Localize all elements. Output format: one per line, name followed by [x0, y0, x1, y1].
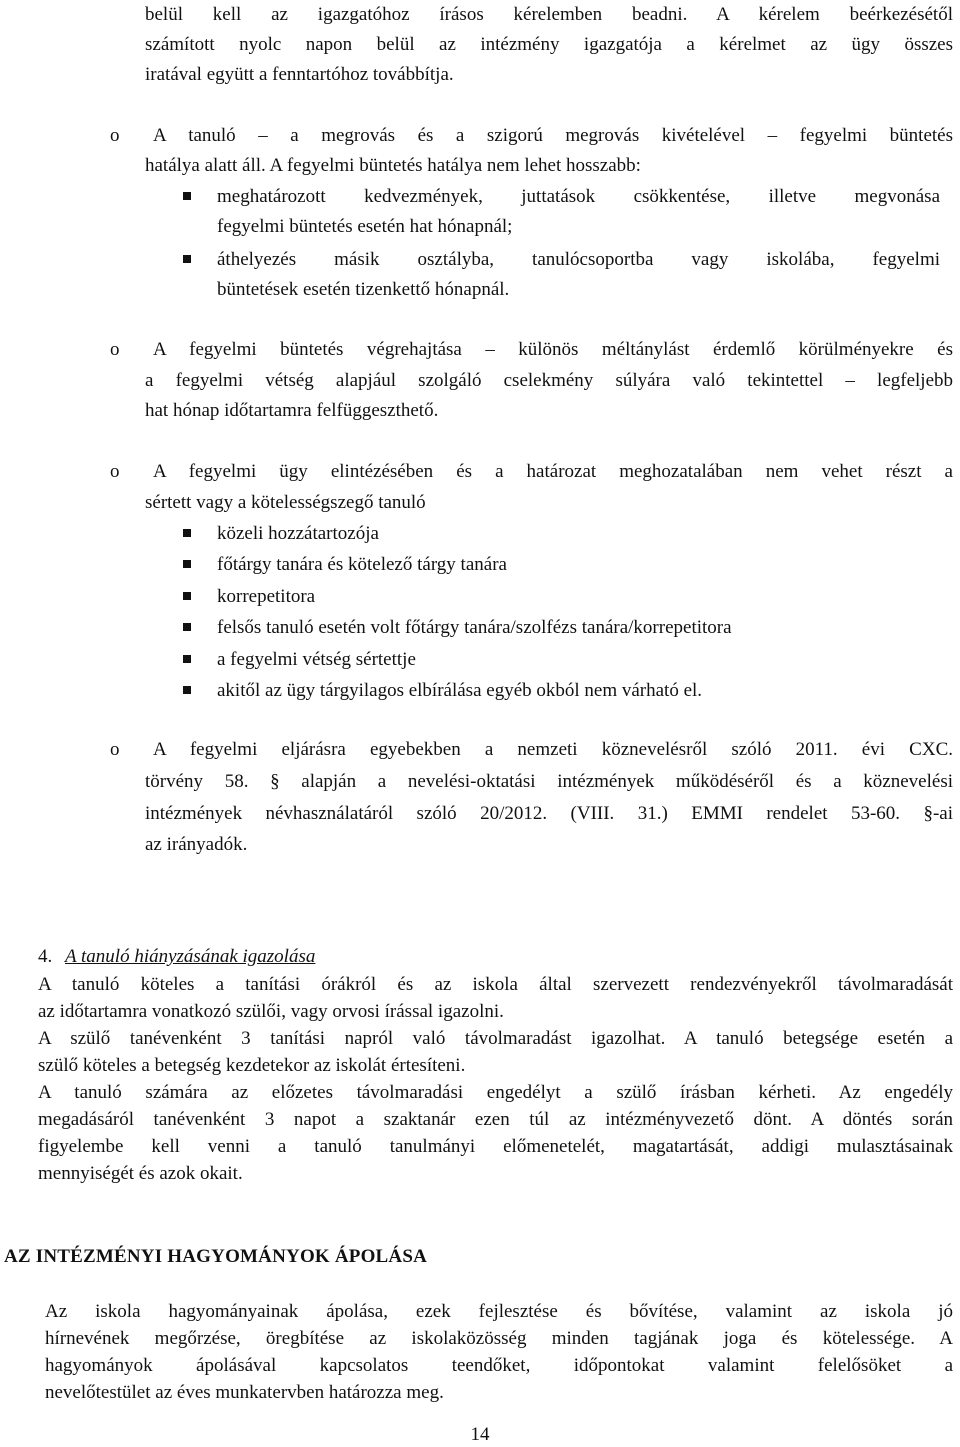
list-item: a fegyelmi vétség sértettje [217, 649, 416, 670]
list-item: akitől az ügy tárgyilagos elbírálása egyéb okból nem várható el. [217, 680, 703, 701]
text-line: hatálya alatt áll. A fegyelmi büntetés hatálya nem lehet hosszabb: [145, 155, 641, 176]
list-marker-circle: o [110, 125, 120, 146]
section-heading: AZ INTÉZMÉNYI HAGYOMÁNYOK ÁPOLÁSA [4, 1246, 428, 1267]
text-line: hírnevének megőrzése, öregbítése az iskolaközösség minden tagjának joga és kötelessége. A [45, 1328, 953, 1349]
text-line: A tanuló számára az előzetes távolmaradási engedélyt a szülő írásban kérheti. Az engedély [38, 1082, 953, 1103]
text-line: A fegyelmi eljárásra egyebekben a nemzeti köznevelésről szóló 2011. évi CXC. [153, 739, 953, 760]
text-line: szülő köteles a betegség kezdetekor az iskolát értesíteni. [38, 1055, 466, 1076]
list-marker-circle: o [110, 739, 120, 760]
text-line: törvény 58. § alapján a nevelési-oktatási intézmények működéséről és a köznevelési [145, 771, 953, 792]
text-line: hagyományok ápolásával kapcsolatos teendőket, időpontokat valamint felelősöket a [45, 1355, 953, 1376]
text-line: A fegyelmi ügy elintézésében és a határozat meghozatalában nem vehet részt a [153, 461, 953, 482]
square-bullet-icon [183, 686, 191, 694]
square-bullet-icon [183, 255, 191, 263]
text-line: az időtartamra vonatkozó szülői, vagy orvosi írással igazolni. [38, 1001, 504, 1022]
square-bullet-icon [183, 560, 191, 568]
text-line: figyelembe kell venni a tanuló tanulmányi előmenetelét, magatartását, addigi mulasztásainak [38, 1136, 953, 1157]
square-bullet-icon [183, 529, 191, 537]
text-line: Az iskola hagyományainak ápolása, ezek fejlesztése és bővítése, valamint az iskola jó [45, 1301, 953, 1322]
text-line: A tanuló – a megrovás és a szigorú megrovás kivételével – fegyelmi büntetés [153, 125, 953, 146]
text-line: büntetések esetén tizenkettő hónapnál. [217, 279, 510, 300]
text-line: nevelőtestület az éves munkatervben határozza meg. [45, 1382, 444, 1403]
square-bullet-icon [183, 592, 191, 600]
text-line: belül kell az igazgatóhoz írásos kérelemben beadni. A kérelem beérkezésétől [145, 4, 953, 25]
square-bullet-icon [183, 655, 191, 663]
text-line: meghatározott kedvezmények, juttatások csökkentése, illetve megvonása [217, 186, 940, 207]
text-line: A tanuló köteles a tanítási órákról és az iskola által szervezett rendezvényekről távolmaradását [38, 974, 953, 995]
text-line: fegyelmi büntetés esetén hat hónapnál; [217, 216, 513, 237]
section-number: 4. [38, 946, 53, 967]
text-line: áthelyezés másik osztályba, tanulócsoportba vagy iskolába, fegyelmi [217, 249, 940, 270]
list-marker-circle: o [110, 339, 120, 360]
text-line: az irányadók. [145, 834, 248, 855]
page-number: 14 [470, 1424, 490, 1445]
text-line: megadásáról tanévenként 3 napot a szaktanár ezen túl az intézményvezető dönt. A döntés során [38, 1109, 953, 1130]
text-line: intézmények névhasználatáról szóló 20/2012. (VIII. 31.) EMMI rendelet 53-60. §-ai [145, 803, 953, 824]
text-line: hat hónap időtartamra felfüggeszthető. [145, 400, 439, 421]
text-line: sértett vagy a kötelességszegő tanuló [145, 492, 426, 513]
list-item: felsős tanuló esetén volt főtárgy tanára/szolfézs tanára/korrepetitora [217, 617, 732, 638]
square-bullet-icon [183, 623, 191, 631]
text-line: a fegyelmi vétség alapjául szolgáló cselekmény súlyára való tekintettel – legfeljebb [145, 370, 953, 391]
section-title [38, 942, 315, 972]
text-line: A fegyelmi büntetés végrehajtása – különös méltánylást érdemlő körülményekre és [153, 339, 953, 360]
text-line: mennyiségét és azok okait. [38, 1163, 243, 1184]
list-item: korrepetitora [217, 586, 316, 607]
text-line: A szülő tanévenként 3 tanítási napról való távolmaradást igazolhat. A tanuló betegsége esetén a [38, 1028, 953, 1049]
square-bullet-icon [183, 192, 191, 200]
list-marker-circle: o [110, 461, 120, 482]
list-item: főtárgy tanára és kötelező tárgy tanára [217, 554, 507, 575]
text-line: iratával együtt a fenntartóhoz továbbítja. [145, 64, 454, 85]
text-line: számított nyolc napon belül az intézmény igazgatója a kérelmet az ügy összes [145, 34, 953, 55]
section-title-text: A tanuló hiányzásának igazolása [65, 946, 316, 967]
list-item: közeli hozzátartozója [217, 523, 379, 544]
